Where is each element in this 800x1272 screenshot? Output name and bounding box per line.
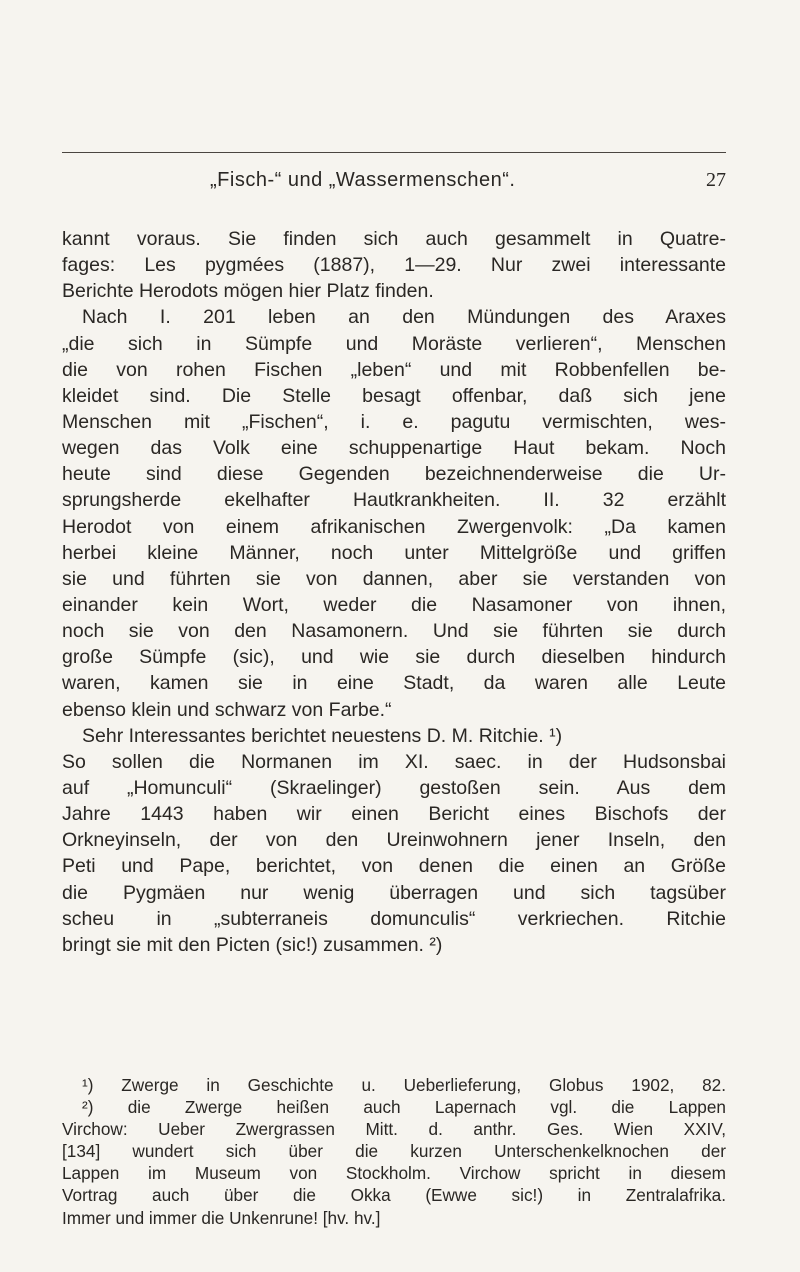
text-line: die Pygmäen nur wenig überragen und sich tagsüber: [62, 881, 726, 904]
text-line: Orkneyinseln, der von den Ureinwohnern jener Inseln, den: [62, 829, 726, 852]
text-line: herbei kleine Männer, noch unter Mittelgröße und griffen: [62, 541, 726, 564]
body-text: [62, 226, 726, 958]
footnote-line: Vortrag auch über die Okka (Ewwe sic!) in Zentralafrika.: [62, 1185, 726, 1206]
text-line: Sehr Interessantes berichtet neuestens D. M. Ritchie. ¹): [82, 724, 563, 747]
text-line: scheu in „subterraneis domunculis“ verkriechen. Ritchie: [62, 907, 726, 930]
running-title: „Fisch-“ und „Wassermenschen“.: [210, 169, 516, 191]
text-line: fages: Les pygmées (1887), 1—29. Nur zwei interessante: [62, 254, 726, 277]
text-line: ebenso klein und schwarz von Farbe.“: [62, 698, 392, 721]
text-line: Herodot von einem afrikanischen Zwergenvolk: „Da kamen: [62, 515, 726, 538]
text-line: wegen das Volk eine schuppenartige Haut bekam. Noch: [62, 437, 726, 460]
text-line: Peti und Pape, berichtet, von denen die einen an Größe: [62, 855, 726, 878]
page-number: 27: [706, 169, 726, 191]
footnote-line: ²) die Zwerge heißen auch Lapernach vgl. die Lappen: [82, 1097, 726, 1118]
footnotes: [62, 1074, 726, 1229]
text-line: heute sind diese Gegenden bezeichnenderweise die Ur-: [62, 463, 726, 486]
text-line: Berichte Herodots mögen hier Platz finden.: [62, 280, 434, 303]
text-line: kannt voraus. Sie finden sich auch gesammelt in Quatre-: [62, 228, 726, 250]
text-line: „die sich in Sümpfe und Moräste verlieren“, Menschen: [62, 332, 726, 355]
text-line: die von rohen Fischen „leben“ und mit Robbenfellen be-: [62, 358, 726, 381]
text-line: bringt sie mit den Picten (sic!) zusammen. ²): [62, 933, 443, 956]
footnote-line: Immer und immer die Unkenrune! [hv. hv.]: [62, 1207, 381, 1228]
text-line: große Sümpfe (sic), und wie sie durch dieselben hindurch: [62, 646, 726, 669]
text-line: sie und führten sie von dannen, aber sie verstanden von: [62, 567, 726, 590]
text-line: So sollen die Normanen im XI. saec. in der Hudsonsbai: [62, 750, 726, 773]
footnote-line: [134] wundert sich über die kurzen Unterschenkelknochen der: [62, 1141, 726, 1162]
text-line: Menschen mit „Fischen“, i. e. pagutu vermischten, wes-: [62, 410, 726, 433]
text-line: waren, kamen sie in eine Stadt, da waren alle Leute: [62, 672, 726, 695]
text-line: Nach I. 201 leben an den Mündungen des Araxes: [82, 306, 726, 329]
text-line: noch sie von den Nasamonern. Und sie führten sie durch: [62, 620, 726, 643]
text-line: Jahre 1443 haben wir einen Bericht eines Bischofs der: [62, 803, 726, 826]
footnote-line: Virchow: Ueber Zwergrassen Mitt. d. anthr. Ges. Wien XXIV,: [62, 1119, 726, 1140]
text-line: kleidet sind. Die Stelle besagt offenbar, daß sich jene: [62, 384, 726, 407]
text-line: auf „Homunculi“ (Skraelinger) gestoßen sein. Aus dem: [62, 776, 726, 799]
text-line: sprungsherde ekelhafter Hautkrankheiten. II. 32 erzählt: [62, 489, 726, 512]
footnote-line: Lappen im Museum von Stockholm. Virchow spricht in diesem: [62, 1163, 726, 1184]
footnote-line: ¹) Zwerge in Geschichte u. Ueberlieferung, Globus 1902, 82.: [82, 1075, 726, 1095]
text-line: einander kein Wort, weder die Nasamoner von ihnen,: [62, 593, 726, 616]
header-rule: [62, 152, 726, 153]
